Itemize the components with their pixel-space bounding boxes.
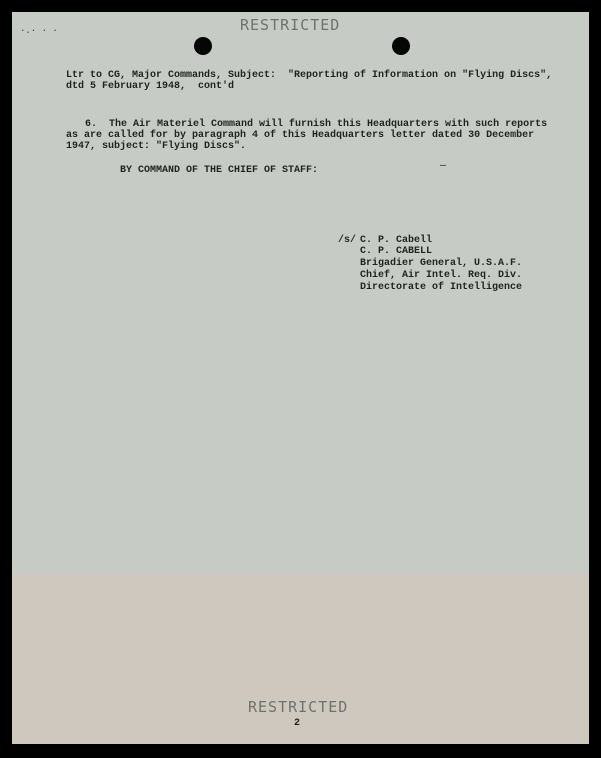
paragraph-line-2: as are called for by paragraph 4 of this Headquarters letter dated 30 December <box>66 130 535 141</box>
signature-name-caps: C. P. CABELL <box>360 246 433 257</box>
page-number: 2 <box>294 718 301 729</box>
paragraph-line-1: 6. The Air Materiel Command will furnish this Headquarters with such reports <box>85 119 548 130</box>
command-line: BY COMMAND OF THE CHIEF OF STAFF: <box>120 165 319 176</box>
punch-hole-left <box>194 37 212 55</box>
signature-rank: Brigadier General, U.S.A.F. <box>360 258 523 269</box>
ink-specks: ·.· · · <box>20 26 58 36</box>
reference-line-2: dtd 5 February 1948, cont'd <box>66 81 235 92</box>
paragraph-line-3: 1947, subject: "Flying Discs". <box>66 141 247 152</box>
footer-stamp: RESTRICTED <box>248 698 349 716</box>
punch-hole-right <box>392 37 410 55</box>
signature-name: C. P. Cabell <box>360 235 433 246</box>
reference-line-1: Ltr to CG, Major Commands, Subject: "Reporting of Information on "Flying Discs", <box>66 70 553 81</box>
document-page <box>12 12 589 744</box>
signature-office: Directorate of Intelligence <box>360 282 523 293</box>
header-stamp: RESTRICTED <box>240 16 341 34</box>
signature-prefix: /s/ <box>338 235 357 246</box>
signature-title: Chief, Air Intel. Req. Div. <box>360 270 523 281</box>
page-lower-discoloration <box>12 574 589 744</box>
stray-mark: — <box>440 161 447 172</box>
